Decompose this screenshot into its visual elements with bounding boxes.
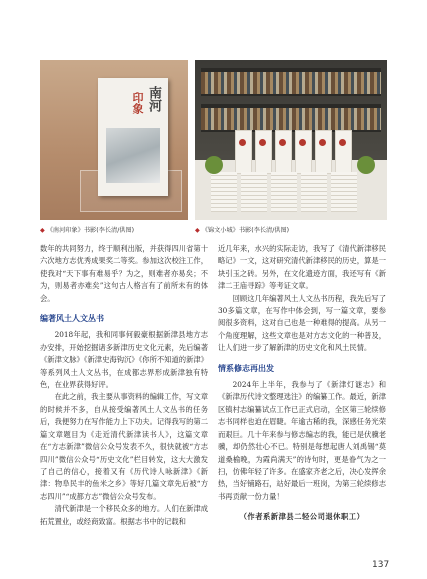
article-column-right [218,243,386,524]
article-column-left [40,243,208,528]
book-stack [271,172,297,212]
book-title-accent: 印象 [131,92,144,114]
bookshelf-top [201,68,381,96]
caption-right [195,225,289,234]
caption-bullet: ◆ [195,227,200,234]
section-heading: 情系修志再出发 [218,363,274,373]
paragraph: 回顾这几年编著风土人文丛书历程，我先后写了30多篇文章，在写作中体会到，写一篇文章，要参阅很多资料，这对自己也是一种难得的提高。从另一个角度理解，这些文章也是对方志文化的一种普及，让人们进一步了解新津的历史文化和风土民情。 [218,293,386,353]
author-note: （作者系新津县二轻公司退休职工） [239,512,365,522]
standing-book [295,130,312,174]
section-heading: 编著风土人文丛书 [40,314,104,324]
standing-book [315,130,332,174]
standing-book [335,130,352,174]
paragraph: 数年的共同努力，终于顺利出版，并获得四川省第十六次地方志优秀成果奖二等奖。参加这次校注工作，使我对“天下事有难易乎？为之，则难者亦易矣；不为，则易者亦难矣”这句古人格言有了前所未有的体会。 [40,244,208,303]
caption-right-text: 《锦文小城》书影(李长清/供图) [201,227,290,234]
paragraph: 2018年起，我和同事何毅豪根据新津县地方志办安排，开始挖掘诸多新津历史文化元素，先后编著《新津文脉》《新津史海钩沉》《你所不知道的新津》等系列风土人文丛书，在成都志界形成新津独有特色，在业界获得好评。 [40,330,208,390]
book-stack [331,172,357,212]
paragraph: 在此之前，我主要从事资料的编辑工作，写文章的时候并不多，自从接受编著风土人文丛书的任务后，我便努力在写作能力上下功夫。记得我写的第二篇文章题目为《走近清代新津读书人》，这篇文章在“方志新津”微信公众号发表不久，很快就被“方志四川”微信公众号“历史文化”栏目转发，这大大激发了自己的信心，接着又有《历代诗人咏新津》《新津：物阜民丰的鱼米之乡》等好几篇文章先后被“方志四川”“成都方志”微信公众号发布。 [40,392,208,501]
caption-bullet: ◆ [40,227,45,234]
book-stack [211,172,237,212]
plant-decoration [357,156,375,174]
book-title-main: 南河 [146,86,161,112]
book-cover-photo [40,60,188,220]
book-stack [241,172,267,212]
standing-book [255,130,272,174]
paragraph: 清代新津是一个移民众多的地方。人们在新津成拓荒置业，或经商致富。根据志书中的记载和 [40,504,208,526]
paragraph: 近几年来，水兴的实际走访，我写了《清代新津移民略记》一文，这对研究清代新津移民的历史，算是一块引玉之砖。另外，在文化遗迹方面，我还写有《新津二王庙寻踪》等考证文章。 [218,244,386,291]
bookstore-display-photo [195,60,387,220]
ink-painting [106,128,160,183]
standing-book [235,130,252,174]
page-number: 137 [372,560,390,570]
paragraph: 2024年上半年，我参与了《新津灯谜志》和《新津历代诗文整理选注》的编纂工作。最近，新津区镇村志编纂试点工作已正式启动，全区第三轮续修志书同样也迫在眉睫。年逾古稀的我，深感任务光荣而艰巨。几十年来参与修志编志的我，能已是伏骥老骥，却仍然壮心不已。特别是每想起唐人刘禹锡“莫道桑榆晚，为霞尚满天”的诗句时，更是眷气为之一扫，仿佛年轻了许多。在盛家齐老之后，决心发挥余热，当好铺路石，站好最后一班岗，为第三轮续修志书再贡献一份力量！ [218,380,386,501]
caption-left [40,225,134,234]
caption-left-text: 《南河印象》书影(李长清/供图) [46,227,135,234]
plant-decoration [205,156,223,174]
book-cover [98,78,168,196]
book-stack [301,172,327,212]
standing-book [275,130,292,174]
bookshelf-middle [201,104,381,132]
